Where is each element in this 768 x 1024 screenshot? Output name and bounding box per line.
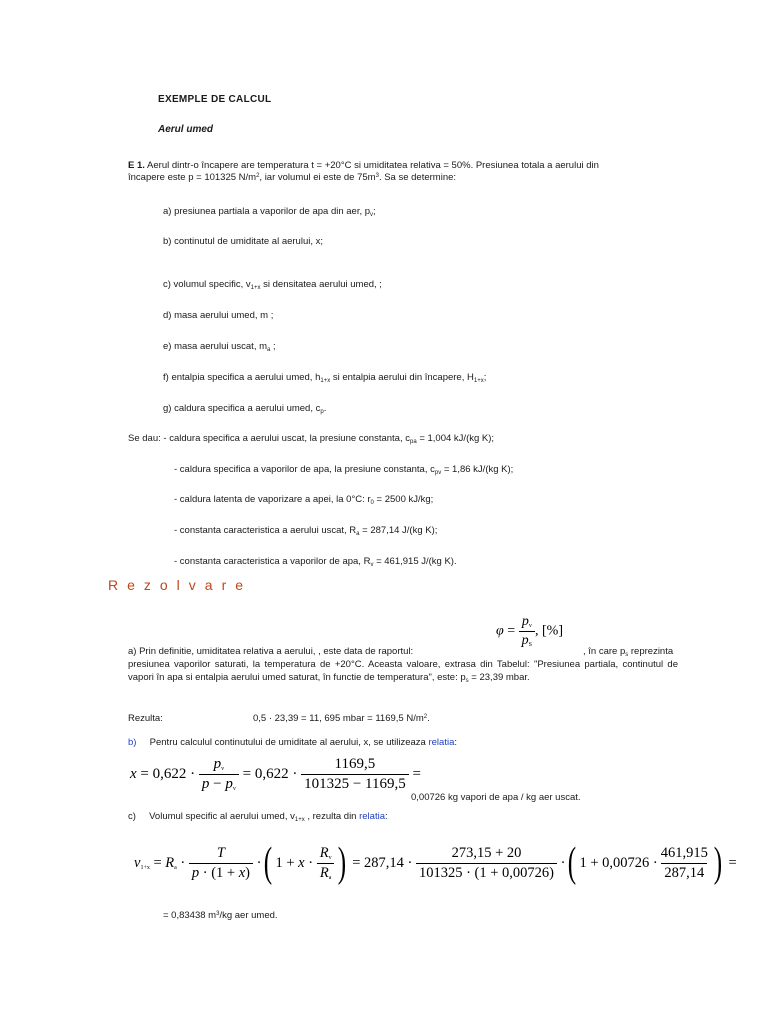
given-line-2: - caldura specifica a vaporilor de apa, la presiune constanta, $c_{pv} = 1,86$ kJ/(kg K); — [174, 464, 514, 476]
solution-a-line-1b: , în care $p_s$ reprezinta — [583, 646, 674, 658]
solution-c-line: c) Volumul specific al aerului umed, $v_{1+x}$ , rezulta din relatia: — [128, 811, 388, 823]
item-a: a) presiunea partiala a vaporilor de apa din aer, $p_v$; — [163, 206, 376, 218]
solution-a-paragraph: presiunea vaporilor saturati, la temperatura de +20°C. Aceasta valoare, extrasa din Tabelul: "Presiunea partiala, continutul de vapori în apa si entalpia aerului umed saturat, în functie de temperatura", este: $p_s = 23,39$ mbar. — [128, 659, 678, 684]
relatia-link-c[interactable]: relatia — [359, 811, 385, 822]
item-d: d) masa aerului umed, m ; — [163, 310, 274, 321]
problem-label: E 1. — [128, 160, 145, 171]
given-line-3: - caldura latenta de vaporizare a apei, la 0°C: $r_0 = 2500$ kJ/kg; — [174, 494, 434, 506]
given-line-4: - constanta caracteristica a aerului uscat, $R_a = 287,14$ J/(kg K); — [174, 525, 438, 537]
result-label: Rezulta: — [128, 713, 163, 724]
specific-volume-result: = 0,83438 $m^3/kg$ aer umed. — [163, 910, 278, 921]
solution-a-line-1: a) Prin definitie, umiditatea relativa a aerului, , este data de raportul: — [128, 646, 414, 657]
relatia-link-b[interactable]: relatia — [428, 737, 455, 748]
problem-line-2: încapere este p = 101325 $N/m^2$, iar volumul ei este de $75m^3$. Sa se determine: — [128, 172, 457, 183]
given-line-5: - constanta caracteristica a vaporilor de apa, $R_v = 461,915$ J/(kg K). — [174, 556, 457, 568]
page-subtitle: Aerul umed — [158, 124, 214, 135]
item-f: f) entalpia specifica a aerului umed, $h_{1+x}$ si entalpia aerului din încapere, $H_{1+x}$; — [163, 372, 487, 384]
specific-volume-formula: $v_{1+x} = R_a$ · $\frac{T}{p \cdot (1 + x)}$ · ( 1 + x · $\frac{R_v}{R_a}$ ) = 287,14 · $\frac{273,15 + 20}{101325 \cdot (1 + 0,00726)}$ · ( 1 + 0,00726 · $\frac{461,915}{287,14}$ ) = — [134, 840, 737, 886]
solution-heading: Rezolvare — [108, 577, 253, 593]
problem-line-1: E 1. Aerul dintr-o încapere are temperatura t = +20°C si umiditatea relativa = 50%. Presiunea totala a aerului din — [128, 160, 599, 171]
item-c: c) volumul specific, $v_{1+x}$ si densitatea aerului umed, ; — [163, 279, 382, 291]
given-line-1: Se dau: - caldura specifica a aerului uscat, la presiune constanta, $c_{pa} = 1,004$ kJ/(kg K); — [128, 433, 495, 445]
humidity-content-formula: x = 0,622 · $\frac{p_v}{p - p_v}$ = 0,622 · $\frac{1169,5}{101325 - 1169,5}$ = — [130, 756, 421, 792]
page-title: EXEMPLE DE CALCUL — [158, 94, 272, 105]
item-g: g) caldura specifica a aerului umed, $c_p$. — [163, 403, 327, 415]
relative-humidity-formula: φ = $\frac{p_v}{p_S}$ , [%] — [496, 614, 563, 648]
humidity-content-result: 0,00726 kg vapori de apa / kg aer uscat. — [411, 792, 581, 803]
solution-b-line: b) Pentru calculul continutului de umiditate al aerului, x, se utilizeaza relatia: — [128, 737, 457, 748]
item-e: e) masa aerului uscat, $m_a$ ; — [163, 341, 276, 353]
result-value: 0,5 · 23,39 = 11, 695 mbar = 1169,5 $N/m^2$. — [253, 713, 430, 724]
item-b: b) continutul de umiditate al aerului, x; — [163, 236, 324, 247]
